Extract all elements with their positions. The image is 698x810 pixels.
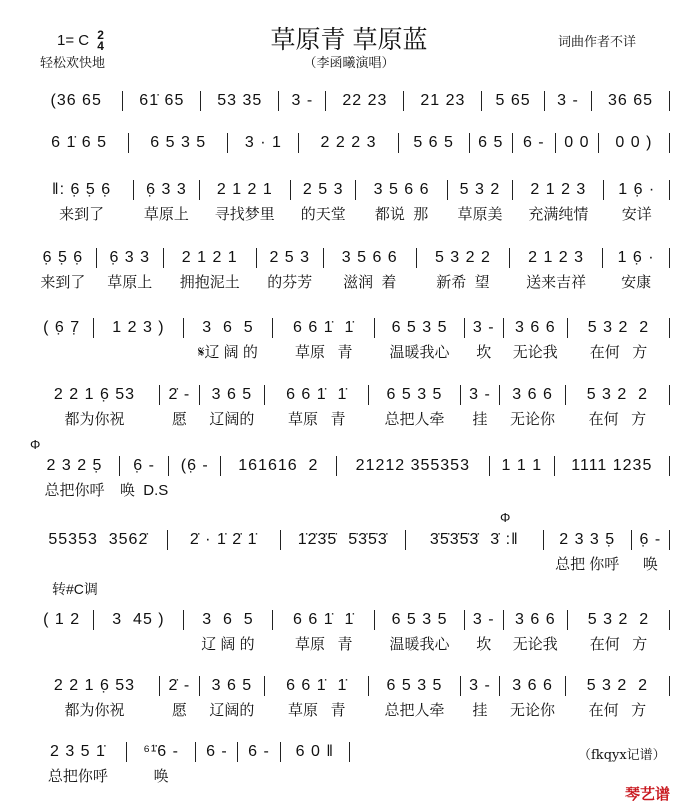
measure [265, 384, 368, 430]
lyric: 寻找梦里 [214, 206, 275, 223]
measure-notes: 2 1 2 3 [530, 181, 587, 198]
lyric [94, 635, 182, 655]
key-text: 1= C [57, 31, 90, 49]
measure-notes: (6̣ - [180, 457, 209, 474]
measure-notes: 1̇2̇3̇5̇ 5̇3̇5̇3̇ [297, 531, 388, 548]
measure-notes: ( 6̣ 7̣ [43, 319, 81, 336]
lyric: 唤 [642, 556, 658, 573]
measure [160, 675, 199, 721]
measure [406, 529, 543, 575]
bar-line [669, 456, 670, 476]
measure [30, 609, 93, 655]
measure-notes: 3 6 5 [202, 319, 254, 336]
measure-notes: 21 23 [420, 92, 466, 109]
measure-notes: 5 6 5 [413, 134, 454, 151]
measure [30, 455, 119, 501]
score-line [30, 384, 670, 430]
lyric: 总把人牵 [384, 411, 445, 428]
measure-notes: 1 6̣ · [618, 181, 656, 198]
lyric: 草原 青 [294, 636, 353, 653]
lyric [168, 555, 280, 575]
measure [196, 741, 237, 787]
lyric: 安详 [621, 206, 652, 223]
lyric: 来到了 [59, 206, 105, 223]
measure-notes: 5 3 2 2 [434, 249, 491, 266]
measure-notes: 3 6 6 [515, 611, 556, 628]
measure [30, 317, 93, 363]
score-line [30, 741, 350, 787]
score-line [30, 675, 670, 721]
lyric [555, 481, 669, 501]
measure-notes: 6̣ - [133, 457, 155, 474]
measure-notes: 6 5 [478, 134, 504, 151]
measure-notes: 21212 355353 [355, 457, 470, 474]
measure-notes: 3 - [291, 92, 314, 109]
measure-notes: 61̇ 65 [139, 92, 185, 109]
measure [30, 384, 159, 430]
measure [604, 179, 668, 225]
measure-notes: 36 65 [608, 92, 654, 109]
measure-notes: 3 - [557, 92, 579, 109]
measure [200, 179, 290, 225]
measure-notes: 5 65 [495, 92, 531, 109]
measure [94, 317, 182, 363]
measure [265, 675, 368, 721]
lyric [238, 767, 279, 787]
bar-line [669, 248, 670, 268]
measure [513, 179, 603, 225]
measure [465, 609, 503, 655]
measure [568, 609, 669, 655]
measure [513, 132, 555, 154]
lyric: 草原美 [457, 206, 503, 223]
measure-notes: 1 1 1 [501, 457, 543, 474]
measure [30, 675, 159, 721]
key-change: 转#C调 [52, 581, 98, 597]
lyric: 总把 你呼 [555, 556, 620, 573]
lyric [337, 481, 490, 501]
measure [200, 675, 264, 721]
measure [184, 609, 272, 655]
measure [603, 247, 669, 293]
lyric: 在何 方 [589, 344, 648, 361]
bar-line [669, 530, 670, 550]
measure [465, 317, 503, 363]
time-signature [97, 30, 104, 52]
measure-notes: 6 5 3 5 [391, 319, 448, 336]
measure [500, 675, 564, 721]
lyric: 唤 D.S [119, 482, 169, 499]
measure-notes: 3 6 5 [211, 386, 253, 403]
score-line [30, 455, 670, 501]
composer-credit: 词曲作者不详 [558, 35, 637, 50]
bar-line [669, 133, 670, 153]
measure [470, 132, 512, 154]
measure-notes: (36 65 [50, 92, 102, 109]
measure-notes: 0 0 ) [615, 134, 653, 151]
measure [568, 317, 669, 363]
measure [504, 609, 567, 655]
measure-notes: 3 6 6 [515, 319, 556, 336]
lyric: 的芬芳 [267, 274, 313, 291]
lyric: 在何 方 [588, 411, 647, 428]
measure [375, 609, 463, 655]
lyric: 都为你祝 [64, 702, 125, 719]
measure [94, 609, 182, 655]
measure-notes: 6 1̇ 6 5 [51, 134, 108, 151]
lyric: 愿 [171, 702, 187, 719]
transcriber-credit: （fkqyx记谱） [578, 748, 666, 763]
time-bottom: 4 [97, 39, 104, 53]
measure [30, 741, 126, 787]
score-line [30, 90, 670, 112]
lyric [221, 481, 335, 501]
measure [566, 384, 669, 430]
lyric: 送来吉祥 [526, 274, 587, 291]
lyric: 温暖我心 [389, 636, 450, 653]
measure-notes: 3 6 5 [211, 677, 253, 694]
measure [281, 529, 405, 575]
bar-line [669, 676, 670, 696]
measure-notes: ( 1 2 [43, 611, 81, 628]
measure [228, 132, 298, 154]
lyric: 在何 方 [588, 702, 647, 719]
measure-notes: ⁶¹̇6 - [143, 743, 179, 760]
lyric [30, 343, 93, 363]
measure [375, 317, 463, 363]
measure [30, 179, 133, 225]
lyric: 温暖我心 [389, 344, 450, 361]
lyric [196, 767, 237, 787]
bar-line [669, 610, 670, 630]
measure [566, 675, 669, 721]
coda-sign-1: Φ [30, 437, 41, 452]
measure [221, 455, 335, 501]
lyric: 愿 [171, 411, 187, 428]
lyric: 安康 [621, 274, 652, 291]
measure-notes: 2 1 2 1 [216, 181, 273, 198]
lyric: 草原 青 [287, 702, 346, 719]
measure [556, 132, 598, 154]
measure-notes: 6̣ 3 3 [109, 249, 151, 266]
measure [500, 384, 564, 430]
key-signature [57, 30, 104, 52]
measure-notes: 6 0 ‖ [295, 743, 334, 760]
lyric: 辽阔的 [209, 702, 255, 719]
measure-notes: 6 5 3 5 [386, 386, 443, 403]
lyric [281, 555, 405, 575]
lyric: 唤 [153, 768, 169, 785]
measure [324, 247, 416, 293]
lyric [30, 555, 167, 575]
measure-notes: 3 5 6 6 [373, 181, 430, 198]
score-line [30, 609, 670, 655]
measure [238, 741, 279, 787]
measure-notes: 2 3 5 1̇ [49, 743, 106, 760]
lyric: 无论我 [512, 636, 558, 653]
score-line [30, 317, 670, 363]
bar-line [669, 180, 670, 200]
measure [490, 455, 554, 501]
measure [356, 179, 446, 225]
score-line [30, 179, 670, 225]
song-title: 草原青 草原蓝 [270, 26, 428, 54]
measure [184, 317, 272, 363]
measure-notes: 2̇ - [168, 677, 191, 694]
measure [291, 179, 355, 225]
lyric: 拥抱泥土 [179, 274, 240, 291]
measure [461, 384, 500, 430]
lyric: 辽阔的 [209, 411, 255, 428]
measure [120, 455, 168, 501]
lyric: 在何 方 [589, 636, 648, 653]
score-line [30, 529, 670, 575]
measure-notes: 6 6 1̇ 1̇ [286, 386, 348, 403]
lyric: 坎 [476, 344, 492, 361]
measure [545, 90, 591, 112]
measure-notes: 3̇5̇3̇5̇3̇ 3̇ :‖ [429, 531, 519, 548]
lyric: 草原 青 [287, 411, 346, 428]
measure [555, 455, 669, 501]
lyric: 都说 那 [374, 206, 429, 223]
measure-notes: 2 1 2 3 [528, 249, 585, 266]
measure-notes: 1 6̣ · [617, 249, 655, 266]
lyric: 无论我 [512, 344, 558, 361]
measure-notes: 5 3 2 2 [587, 611, 650, 628]
measure-notes: 6 - [206, 743, 228, 760]
measure-notes: 6 5 3 5 [386, 677, 443, 694]
measure [279, 90, 325, 112]
measure-notes: 6 5 3 5 [150, 134, 207, 151]
measure-notes: 6 6 1̇ 1̇ [293, 611, 355, 628]
lyric: 总把人牵 [384, 702, 445, 719]
measure [404, 90, 481, 112]
measure-notes: 2 1 2 1 [181, 249, 238, 266]
lyric: 总把你呼 [44, 482, 105, 499]
measure [200, 384, 264, 430]
measure [160, 384, 199, 430]
measure [510, 247, 602, 293]
lyric: 充满纯情 [528, 206, 589, 223]
measure [482, 90, 544, 112]
measure [169, 455, 220, 501]
measure [123, 90, 200, 112]
measure [299, 132, 397, 154]
measure-notes: 6 - [522, 134, 545, 151]
measure-notes: 2 3 2 5̣ [46, 457, 103, 474]
measure [127, 741, 195, 787]
measure [257, 247, 323, 293]
measure [30, 247, 96, 293]
measure-notes: 5 3 2 2 [587, 319, 650, 336]
measure-notes: 2 5 3 [302, 181, 344, 198]
measure [129, 132, 227, 154]
measure-notes: 3 · 1 [244, 134, 282, 151]
site-logo: 琴艺谱 [625, 786, 671, 803]
measure-notes: 6 - [248, 743, 270, 760]
bar-line [349, 742, 350, 762]
measure-notes: 53 35 [217, 92, 263, 109]
measure [273, 317, 374, 363]
coda-sign-2: Φ [500, 510, 511, 525]
measure-notes: 5 3 2 2 [586, 386, 649, 403]
lyric: 的天堂 [300, 206, 346, 223]
lyric [94, 343, 182, 363]
measure-notes: 3 6 6 [512, 677, 553, 694]
measure-notes: 2 2 2 3 [320, 134, 377, 151]
measure-notes: 2̇ · 1̇ 2̇ 1̇ [189, 531, 258, 548]
measure-notes: 3 5 6 6 [341, 249, 398, 266]
bar-line [669, 385, 670, 405]
measure [30, 132, 128, 154]
lyric: 总把你呼 [47, 768, 108, 785]
measure-notes: 2 2 1 6̣ 53 [53, 677, 136, 694]
measure-notes: 2 2 1 6̣ 53 [53, 386, 136, 403]
measure-notes: 2 3 3 5̣ [559, 531, 616, 548]
lyric: 新希 望 [436, 274, 490, 291]
measure [461, 675, 500, 721]
measure-notes: 55353 3562̇ [48, 531, 149, 548]
measure-notes: 3 - [472, 611, 495, 628]
measure [369, 384, 459, 430]
lyric: 滋润 着 [343, 274, 397, 291]
lyric: 无论你 [510, 702, 556, 719]
lyric: 无论你 [510, 411, 556, 428]
measure-notes: 2 5 3 [269, 249, 311, 266]
measure [201, 90, 278, 112]
lyric [281, 767, 349, 787]
measure [632, 529, 669, 575]
measure-notes: 1 2 3 ) [112, 319, 165, 336]
lyric: 来到了 [40, 274, 86, 291]
measure-notes: 6 6 1̇ 1̇ [293, 319, 355, 336]
measure-notes: 2̇ - [168, 386, 191, 403]
measure [504, 317, 567, 363]
measure-notes: 6̣ 5̣ 6̣ [42, 249, 84, 266]
measure-notes: 6̣ 3 3 [146, 181, 187, 198]
measure [168, 529, 280, 575]
measure [417, 247, 509, 293]
bar-line [669, 91, 670, 111]
measure-notes: 6 5 3 5 [391, 611, 448, 628]
measure-notes: 0 0 [564, 134, 590, 151]
lyric: 𝄋辽 阔 的 [198, 344, 258, 361]
lyric [30, 635, 93, 655]
measure-notes: 3 6 5 [202, 611, 254, 628]
measure [326, 90, 403, 112]
lyric: 草原上 [107, 274, 153, 291]
bar-line [669, 318, 670, 338]
measure [337, 455, 490, 501]
lyric: 草原上 [143, 206, 189, 223]
lyric [406, 555, 543, 575]
measure-notes: 161616 2 [238, 457, 319, 474]
measure [97, 247, 163, 293]
measure-notes: 5 3 2 [459, 181, 501, 198]
lyric: 挂 [472, 702, 488, 719]
measure-notes: 3 - [469, 386, 491, 403]
measure-notes: 1111 1235 [571, 457, 653, 474]
measure-notes: 3 6 6 [512, 386, 553, 403]
measure [281, 741, 349, 787]
measure-notes: 6 6 1̇ 1̇ [286, 677, 348, 694]
lyric: 辽 阔 的 [201, 636, 255, 653]
lyric: 都为你祝 [64, 411, 125, 428]
tempo-marking: 轻松欢快地 [40, 56, 106, 71]
measure [273, 609, 374, 655]
lyric: 挂 [472, 411, 488, 428]
measure-notes: 3 - [469, 677, 491, 694]
measure-notes: 22 23 [342, 92, 388, 109]
score-line [30, 247, 670, 293]
measure [544, 529, 631, 575]
measure [399, 132, 469, 154]
measure [599, 132, 669, 154]
measure [30, 529, 167, 575]
measure [592, 90, 669, 112]
singer: （李函曦演唱） [303, 56, 395, 71]
measure-notes: 3 - [472, 319, 495, 336]
lyric: 草原 青 [294, 344, 353, 361]
measure [134, 179, 198, 225]
lyric [490, 481, 554, 501]
lyric: 坎 [476, 636, 492, 653]
time-top: 2 [97, 28, 104, 42]
measure-notes: ‖: 6̣ 5̣ 6̣ [52, 181, 112, 198]
score-line [30, 132, 670, 154]
measure-notes: 6̣ - [639, 531, 662, 548]
measure [369, 675, 459, 721]
lyric [169, 481, 220, 501]
measure [164, 247, 256, 293]
measure-notes: 5 3 2 2 [586, 677, 649, 694]
measure-notes: 3 45 ) [112, 611, 165, 628]
measure [448, 179, 512, 225]
measure [30, 90, 122, 112]
